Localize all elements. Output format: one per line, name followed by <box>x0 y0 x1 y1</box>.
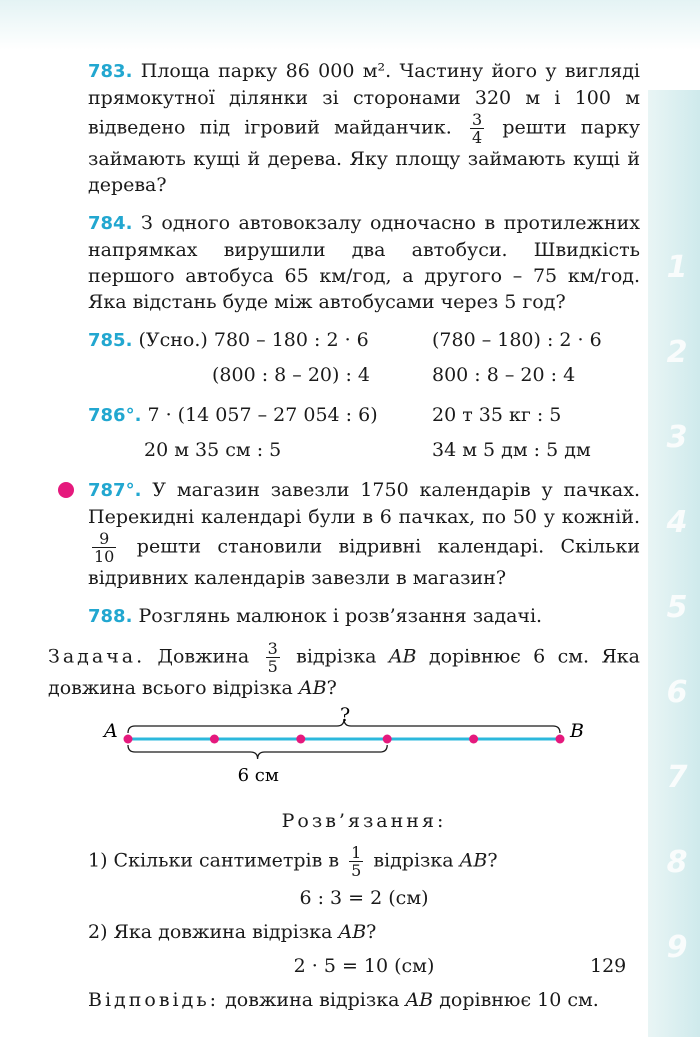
top-band <box>0 0 700 50</box>
task-text: Площа парку 86 000 м². Частину його у вигляді прямокутної ділянки зі сторонами 320 м і 100 м відведено під ігровий майданчик. <box>88 60 640 139</box>
expression: 800 : 8 – 20 : 4 <box>432 364 576 386</box>
question-2: 2) Яка довжина відрізка <box>88 921 333 943</box>
fraction: $\frac{1}{5}$ <box>351 843 362 880</box>
fraction: $\frac{9}{10}$ <box>94 529 115 566</box>
calculation-2: 2 · 5 = 10 (см) <box>293 955 435 977</box>
segment-name: AB <box>459 849 488 872</box>
task-783 <box>88 58 640 198</box>
side-tab: 6 <box>666 675 688 710</box>
answer-text: довжина відрізка <box>225 989 400 1011</box>
task-787 <box>88 477 640 591</box>
task-784 <box>88 210 640 315</box>
expression: 34 м 5 дм : 5 дм <box>432 439 591 461</box>
task-text: дорівнює 6 см. Яка довжина всього відрізка <box>48 645 640 699</box>
task-number: 788. <box>88 606 133 627</box>
task-number: 785. <box>88 330 133 351</box>
segment-point <box>210 735 219 744</box>
segment-point <box>296 735 305 744</box>
bullet-dot-icon <box>58 482 74 498</box>
side-tab: 4 <box>666 505 688 540</box>
known-part-brace <box>128 745 387 759</box>
solution-heading: Розв’язання: <box>281 810 447 832</box>
fraction: $\frac{3}{5}$ <box>267 639 278 676</box>
side-tab: 3 <box>666 420 688 455</box>
expression: 7 · (14 057 – 27 054 : 6) <box>147 404 378 426</box>
task-label: Задача. <box>48 645 146 668</box>
answer-text: дорівнює 10 см. <box>439 989 599 1011</box>
oral-label: (Усно.) <box>138 329 208 351</box>
segment-name: AB <box>388 645 417 668</box>
task-788 <box>48 603 640 1013</box>
known-length-label: 6 см <box>237 765 279 786</box>
expression: (780 – 180) : 2 · 6 <box>432 329 602 351</box>
side-tab: 7 <box>666 760 688 795</box>
task-number: 784. <box>88 213 133 234</box>
segment-name: AB <box>405 989 434 1011</box>
side-tab-strip <box>648 90 700 1037</box>
total-question-label: ? <box>340 707 351 726</box>
side-tab: 1 <box>666 250 688 285</box>
task-text: решти парку займають кущі й дерева. Яку площу займають кущі й дерева? <box>88 116 640 196</box>
task-786 <box>88 402 640 463</box>
answer-label: Відповідь: <box>88 989 220 1011</box>
segment-diagram <box>88 707 640 797</box>
task-number: 786°. <box>88 405 142 426</box>
question-mark: ? <box>487 849 498 872</box>
question-mark: ? <box>326 677 337 699</box>
expression: 780 – 180 : 2 · 6 <box>213 329 369 351</box>
side-tab: 2 <box>666 335 688 370</box>
page-number: 129 <box>590 955 627 977</box>
task-number: 787°. <box>88 480 142 501</box>
question-mark: ? <box>366 921 377 943</box>
calculation-1: 6 : 3 = 2 (см) <box>299 887 429 909</box>
task-text: Розглянь малюнок і розв’язання задачі. <box>138 605 543 627</box>
side-tab: 5 <box>666 590 688 625</box>
segment-name: AB <box>298 677 327 699</box>
segment-point <box>469 735 478 744</box>
fraction: $\frac{3}{4}$ <box>471 110 483 147</box>
expression: 20 м 35 см : 5 <box>144 439 282 461</box>
segment-name: AB <box>338 921 367 943</box>
page-content <box>48 58 640 1013</box>
segment-point <box>556 735 565 744</box>
question-1: 1) Скільки сантиметрів в <box>88 849 340 872</box>
task-text: решти становили відривні календарі. Скільки відривних календарів завезли в магазин? <box>88 535 640 589</box>
task-text: відрізка <box>373 849 454 872</box>
task-text: У магазин завезли 1750 календарів у пачках. Перекидні календарі були в 6 пачках, по 50 у кожній. <box>88 479 640 528</box>
side-tab: 9 <box>666 930 688 965</box>
segment-point <box>383 735 392 744</box>
task-number: 783. <box>88 61 133 82</box>
side-tab: 8 <box>666 845 688 880</box>
point-a-label: A <box>104 720 118 742</box>
expression: 20 т 35 кг : 5 <box>432 404 562 426</box>
expression: (800 : 8 – 20) : 4 <box>212 364 370 386</box>
task-text: відрізка <box>296 645 377 668</box>
point-b-label: B <box>570 720 584 742</box>
task-text: Довжина <box>157 645 250 668</box>
task-text: З одного автовокзалу одночасно в протилежних напрямках вирушили два автобуси. Швидкість першого автобуса 65 км/год, а другого – 75 км/год. Яка відстань буде між автобусами через 5 год? <box>88 212 640 313</box>
task-785 <box>88 327 640 388</box>
segment-point <box>124 735 133 744</box>
